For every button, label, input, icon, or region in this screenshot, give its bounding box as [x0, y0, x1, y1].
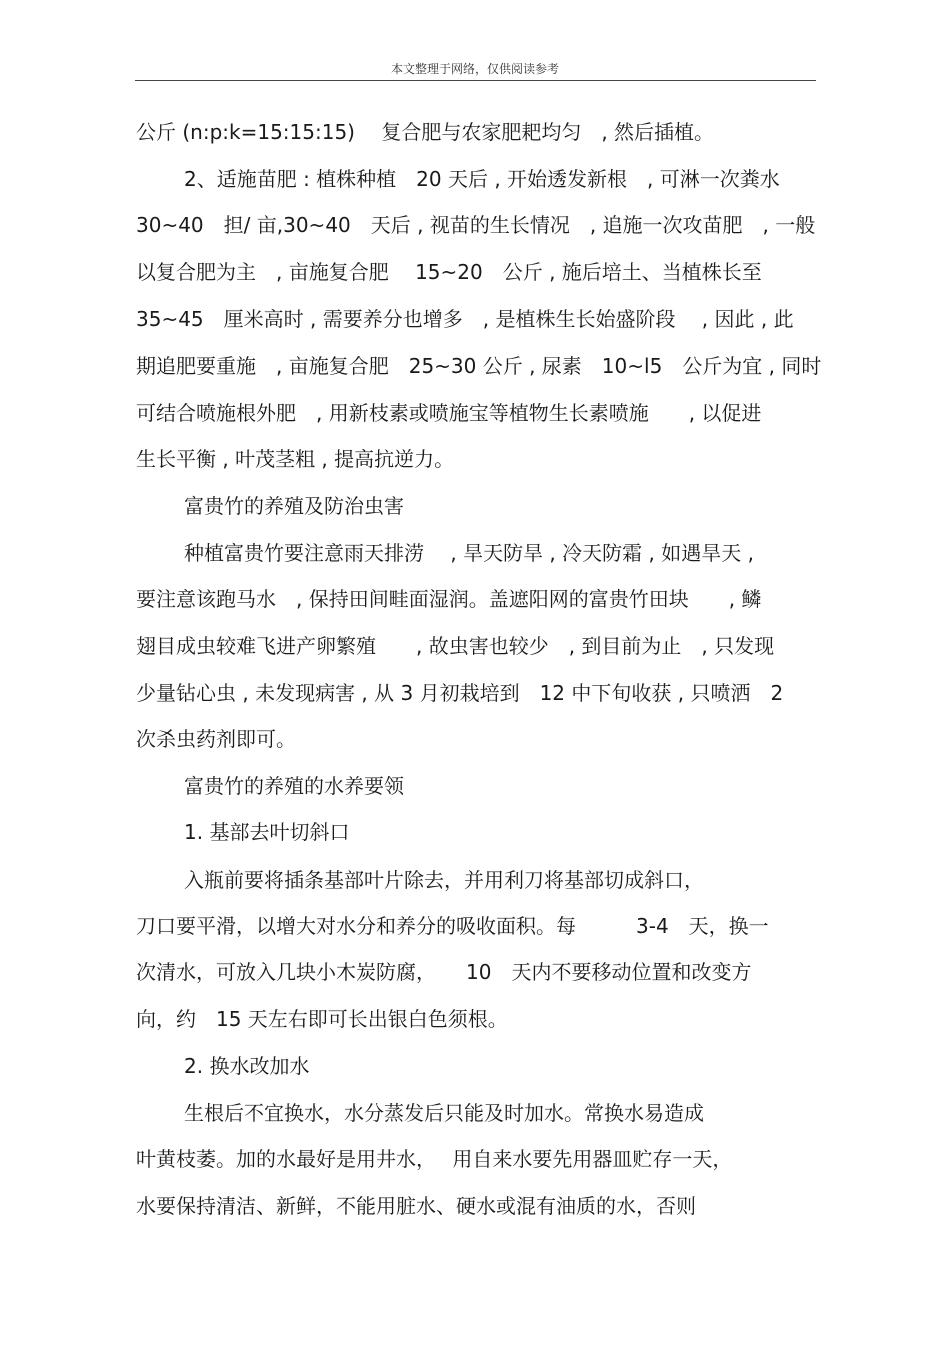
text-line: 公斤 (n:p:k=15:15:15) 复合肥与农家肥耙均匀 , 然后插植。 — [136, 120, 715, 144]
text-line: 以复合肥为主 , 亩施复合肥 15~20 公斤 , 施后培土、当植株长至 — [136, 260, 762, 284]
text-line: 期追肥要重施 , 亩施复合肥 25~30 公斤 , 尿素 10~l5 公斤为宜 , 同时 — [136, 354, 822, 378]
text-line: 次清水，可放入几块小木炭防腐， 10 天内不要移动位置和改变方 — [136, 960, 752, 984]
subsection-heading: 1. 基部去叶切斜口 — [184, 820, 350, 844]
text-line: 水要保持清洁、新鲜，不能用脏水、硬水或混有油质的水，否则 — [136, 1194, 696, 1218]
section-heading: 富贵竹的养殖及防治虫害 — [184, 494, 404, 518]
text-line: 向，约 15 天左右即可长出银白色须根。 — [136, 1007, 508, 1031]
text-line: 可结合喷施根外肥 , 用新枝素或喷施宝等植物生长素喷施 , 以促进 — [136, 401, 762, 425]
text-line: 翅目成虫较难飞进产卵繁殖 , 故虫害也较少 , 到目前为止 , 只发现 — [136, 634, 775, 658]
text-line: 生根后不宜换水，水分蒸发后只能及时加水。常换水易造成 — [184, 1101, 704, 1125]
text-line: 少量钻心虫 , 未发现病害 , 从 3 月初栽培到 12 中下旬收获 , 只喷洒 2 — [136, 681, 784, 705]
text-line: 刀口要平滑，以增大对水分和养分的吸收面积。每 3-4 天，换一 — [136, 914, 769, 938]
text-line: 种植富贵竹要注意雨天排涝 , 旱天防旱 , 冷天防霜 , 如遇旱天 , — [184, 541, 754, 565]
text-line: 2、适施苗肥 : 植株种植 20 天后 , 开始透发新根 , 可淋一次粪水 — [184, 167, 780, 191]
text-line: 生长平衡 , 叶茂茎粗 , 提高抗逆力。 — [136, 447, 455, 471]
page-header: 本文整理于网络，仅供阅读参考 — [390, 62, 559, 76]
text-line: 30~40 担/ 亩,30~40 天后 , 视苗的生长情况 , 追施一次攻苗肥 , 一般 — [136, 213, 816, 237]
text-line: 35~45 厘米高时 , 需要养分也增多 , 是植株生长始盛阶段 , 因此 , 此 — [136, 307, 794, 331]
section-heading: 富贵竹的养殖的水养要领 — [184, 774, 404, 798]
text-line: 入瓶前要将插条基部叶片除去，并用利刀将基部切成斜口， — [184, 868, 704, 892]
text-line: 要注意该跑马水 , 保持田间畦面湿润。盖遮阳网的富贵竹田块 , 鳞 — [136, 587, 762, 611]
subsection-heading: 2. 换水改加水 — [184, 1054, 310, 1078]
text-line: 次杀虫药剂即可。 — [136, 727, 296, 751]
header-divider — [135, 80, 816, 81]
text-line: 叶黄枝萎。加的水最好是用井水， 用自来水要先用器皿贮存一天， — [136, 1147, 733, 1171]
